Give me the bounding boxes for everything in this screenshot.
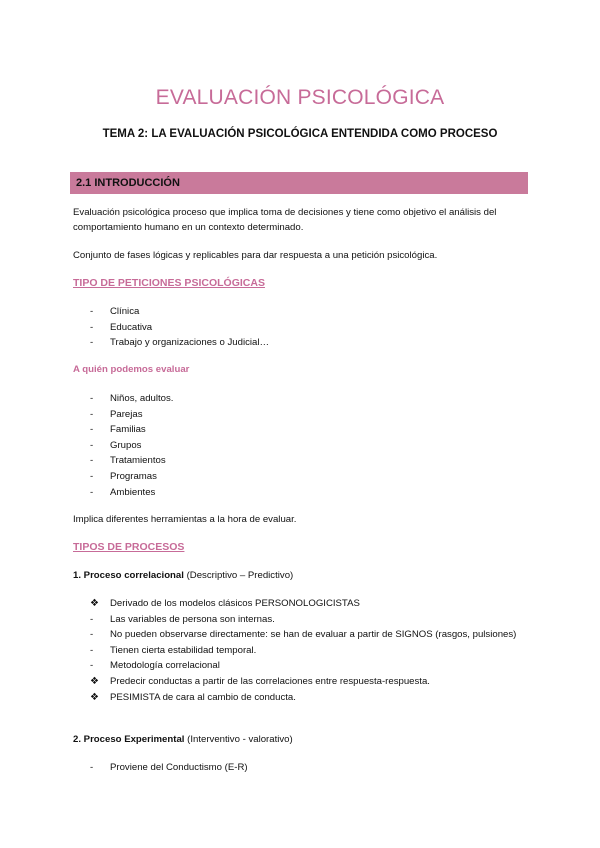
peticiones-heading: TIPO DE PETICIONES PSICOLÓGICAS — [73, 277, 265, 289]
quien-list — [90, 391, 520, 500]
proceso-1-heading — [73, 570, 293, 581]
list-item: - Educativa — [90, 320, 520, 336]
dash-bullet: - — [90, 424, 94, 436]
peticiones-list — [90, 304, 520, 351]
list-item: - Programas — [90, 469, 520, 485]
dash-bullet: - — [90, 393, 94, 404]
dash-bullet: - — [90, 470, 94, 482]
proceso-2-list — [90, 760, 520, 776]
dash-bullet: - — [90, 321, 94, 333]
implica-paragraph: Implica diferentes herramientas a la hora de evaluar. — [73, 514, 297, 525]
section-header-introduccion: 2.1 INTRODUCCIÓN — [70, 172, 528, 194]
dash-bullet: - — [90, 455, 94, 467]
list-item: - Familias — [90, 422, 520, 438]
diamond-bullet-icon: ❖ — [90, 598, 99, 609]
quien-heading: A quién podemos evaluar — [73, 364, 190, 375]
dash-bullet: - — [90, 439, 94, 451]
proceso-1-label: 1. Proceso correlacional — [73, 570, 184, 581]
dash-bullet: - — [90, 486, 94, 498]
list-item: - No pueden observarse directamente: se han de evaluar a partir de SIGNOS (rasgos, pulsiones) — [90, 627, 520, 643]
proceso-2-heading — [73, 734, 293, 745]
list-item: - Metodología correlacional — [90, 658, 520, 674]
list-item: - Proviene del Conductismo (E-R) — [90, 760, 520, 776]
list-item: - Clínica — [90, 304, 520, 320]
diamond-bullet-icon: ❖ — [90, 691, 99, 703]
dash-bullet: - — [90, 337, 94, 349]
diamond-bullet-icon: ❖ — [90, 675, 99, 687]
list-item: - Niños, adultos. — [90, 391, 520, 407]
list-item: - Trabajo y organizaciones o Judicial… — [90, 335, 520, 351]
intro-paragraph-2: Conjunto de fases lógicas y replicables para dar respuesta a una petición psicológica. — [73, 250, 438, 261]
dash-bullet: - — [90, 762, 94, 773]
list-item: - Grupos — [90, 438, 520, 454]
dash-bullet: - — [90, 306, 94, 317]
procesos-heading: TIPOS DE PROCESOS — [73, 541, 185, 553]
list-item: - Tienen cierta estabilidad temporal. — [90, 643, 520, 659]
list-item: ❖ Derivado de los modelos clásicos PERSONOLOGICISTAS — [90, 596, 520, 612]
proceso-1-list — [90, 596, 520, 705]
list-item: - Las variables de persona son internas. — [90, 612, 520, 628]
dash-bullet: - — [90, 629, 94, 641]
dash-bullet: - — [90, 660, 94, 672]
proceso-2-label: 2. Proceso Experimental — [73, 734, 185, 745]
proceso-2-subtitle: (Interventivo - valorativo) — [187, 734, 293, 745]
proceso-1-subtitle: (Descriptivo – Predictivo) — [186, 570, 294, 581]
intro-paragraph-1: Evaluación psicológica proceso que implica toma de decisiones y tiene como objetivo el análisis del comportamiento humano en un contexto determinado. — [73, 207, 497, 233]
document-subtitle: TEMA 2: LA EVALUACIÓN PSICOLÓGICA ENTENDIDA COMO PROCESO — [102, 128, 498, 140]
list-item: ❖ Predecir conductas a partir de las correlaciones entre respuesta-respuesta. — [90, 674, 520, 690]
list-item: - Ambientes — [90, 485, 520, 501]
list-item: - Tratamientos — [90, 453, 520, 469]
dash-bullet: - — [90, 613, 94, 625]
list-item: - Parejas — [90, 407, 520, 423]
dash-bullet: - — [90, 408, 94, 420]
dash-bullet: - — [90, 644, 94, 656]
list-item: ❖ PESIMISTA de cara al cambio de conducta. — [90, 690, 520, 706]
document-title: EVALUACIÓN PSICOLÓGICA — [155, 86, 445, 109]
